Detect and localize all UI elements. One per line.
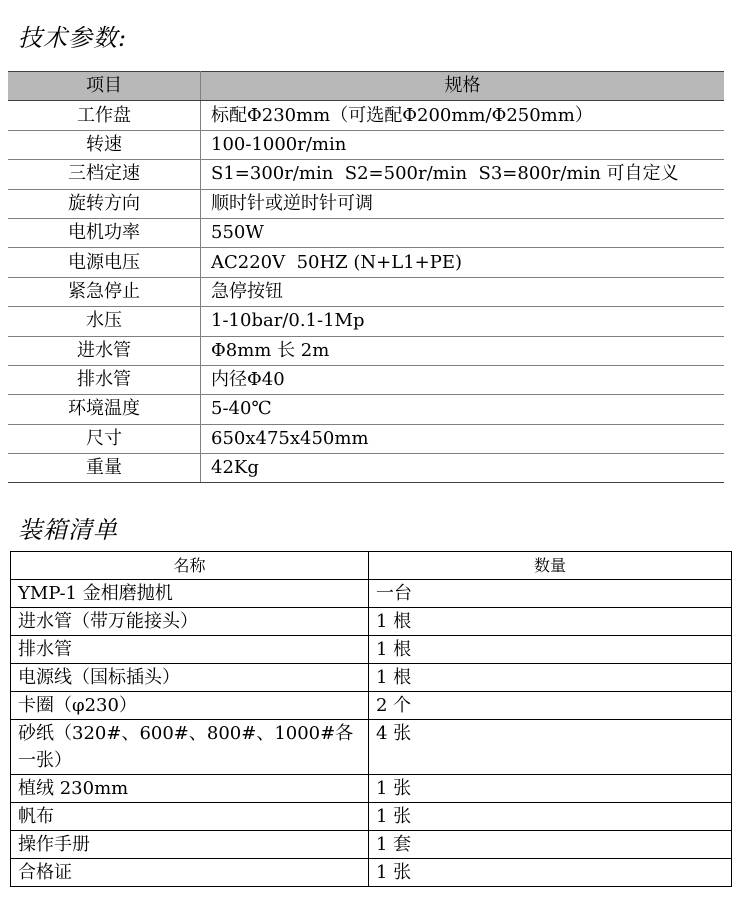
spec-item-cell: 旋转方向 xyxy=(8,189,201,218)
table-row xyxy=(8,336,724,365)
packing-qty-cell: 1 根 xyxy=(369,664,732,692)
table-row xyxy=(8,307,724,336)
packing-qty-cell: 一台 xyxy=(369,580,732,608)
packing-qty-cell: 1 根 xyxy=(369,636,732,664)
spec-item-cell: 进水管 xyxy=(8,336,201,365)
packing-qty-cell: 1 张 xyxy=(369,775,732,803)
packing-qty-cell: 1 根 xyxy=(369,608,732,636)
table-row xyxy=(11,580,732,608)
table-row xyxy=(8,424,724,453)
table-row xyxy=(8,130,724,159)
packing-name-cell: YMP-1 金相磨抛机 xyxy=(11,580,369,608)
packing-header-name: 名称 xyxy=(11,552,369,580)
spec-value-cell: Φ8mm 长 2m xyxy=(201,336,725,365)
spec-value-cell: S1=300r/min S2=500r/min S3=800r/min 可自定义 xyxy=(201,160,725,189)
packing-qty-cell: 1 张 xyxy=(369,803,732,831)
spec-value-cell: 42Kg xyxy=(201,454,725,483)
table-row xyxy=(8,160,724,189)
table-row xyxy=(8,454,724,483)
specs-header-spec: 规格 xyxy=(201,72,725,101)
table-row xyxy=(8,218,724,247)
packing-name-cell: 卡圈（φ230） xyxy=(11,692,369,720)
spec-value-cell: AC220V 50HZ (N+L1+PE) xyxy=(201,248,725,277)
spec-item-cell: 三档定速 xyxy=(8,160,201,189)
spec-item-cell: 重量 xyxy=(8,454,201,483)
packing-qty-cell: 4 张 xyxy=(369,720,732,775)
specs-header-item: 项目 xyxy=(8,72,201,101)
spec-value-cell: 急停按钮 xyxy=(201,277,725,306)
table-row xyxy=(8,189,724,218)
packing-table xyxy=(10,551,732,887)
packing-qty-cell: 1 套 xyxy=(369,831,732,859)
packing-qty-cell: 2 个 xyxy=(369,692,732,720)
spec-item-cell: 工作盘 xyxy=(8,101,201,130)
table-row xyxy=(8,395,724,424)
packing-header-row xyxy=(11,552,732,580)
packing-name-cell: 帆布 xyxy=(11,803,369,831)
spec-item-cell: 排水管 xyxy=(8,365,201,394)
spec-value-cell: 100-1000r/min xyxy=(201,130,725,159)
packing-name-cell: 操作手册 xyxy=(11,831,369,859)
specs-table xyxy=(8,71,724,483)
spec-value-cell: 顺时针或逆时针可调 xyxy=(201,189,725,218)
table-row xyxy=(11,692,732,720)
specs-header-row xyxy=(8,72,724,101)
table-row xyxy=(8,248,724,277)
packing-name-cell: 进水管（带万能接头） xyxy=(11,608,369,636)
table-row xyxy=(11,636,732,664)
table-row xyxy=(11,664,732,692)
packing-header-qty: 数量 xyxy=(369,552,732,580)
spec-item-cell: 转速 xyxy=(8,130,201,159)
spec-item-cell: 环境温度 xyxy=(8,395,201,424)
table-row xyxy=(8,365,724,394)
table-row xyxy=(8,277,724,306)
spec-value-cell: 内径Φ40 xyxy=(201,365,725,394)
packing-section-title: 装箱清单 xyxy=(18,516,118,544)
specs-section-title: 技术参数: xyxy=(18,24,128,52)
spec-item-cell: 水压 xyxy=(8,307,201,336)
packing-name-cell: 电源线（国标插头） xyxy=(11,664,369,692)
table-row xyxy=(11,720,732,775)
packing-name-cell: 合格证 xyxy=(11,859,369,887)
spec-value-cell: 标配Φ230mm（可选配Φ200mm/Φ250mm） xyxy=(201,101,725,130)
table-row xyxy=(11,608,732,636)
table-row xyxy=(11,831,732,859)
packing-qty-cell: 1 张 xyxy=(369,859,732,887)
spec-value-cell: 550W xyxy=(201,218,725,247)
table-row xyxy=(11,859,732,887)
packing-name-cell: 砂纸（320#、600#、800#、1000#各一张） xyxy=(11,720,369,775)
spec-item-cell: 电机功率 xyxy=(8,218,201,247)
table-row xyxy=(8,101,724,130)
spec-value-cell: 5-40℃ xyxy=(201,395,725,424)
spec-value-cell: 1-10bar/0.1-1Mp xyxy=(201,307,725,336)
spec-item-cell: 尺寸 xyxy=(8,424,201,453)
table-row xyxy=(11,803,732,831)
packing-name-cell: 植绒 230mm xyxy=(11,775,369,803)
spec-value-cell: 650x475x450mm xyxy=(201,424,725,453)
spec-item-cell: 电源电压 xyxy=(8,248,201,277)
packing-name-cell: 排水管 xyxy=(11,636,369,664)
table-row xyxy=(11,775,732,803)
spec-item-cell: 紧急停止 xyxy=(8,277,201,306)
